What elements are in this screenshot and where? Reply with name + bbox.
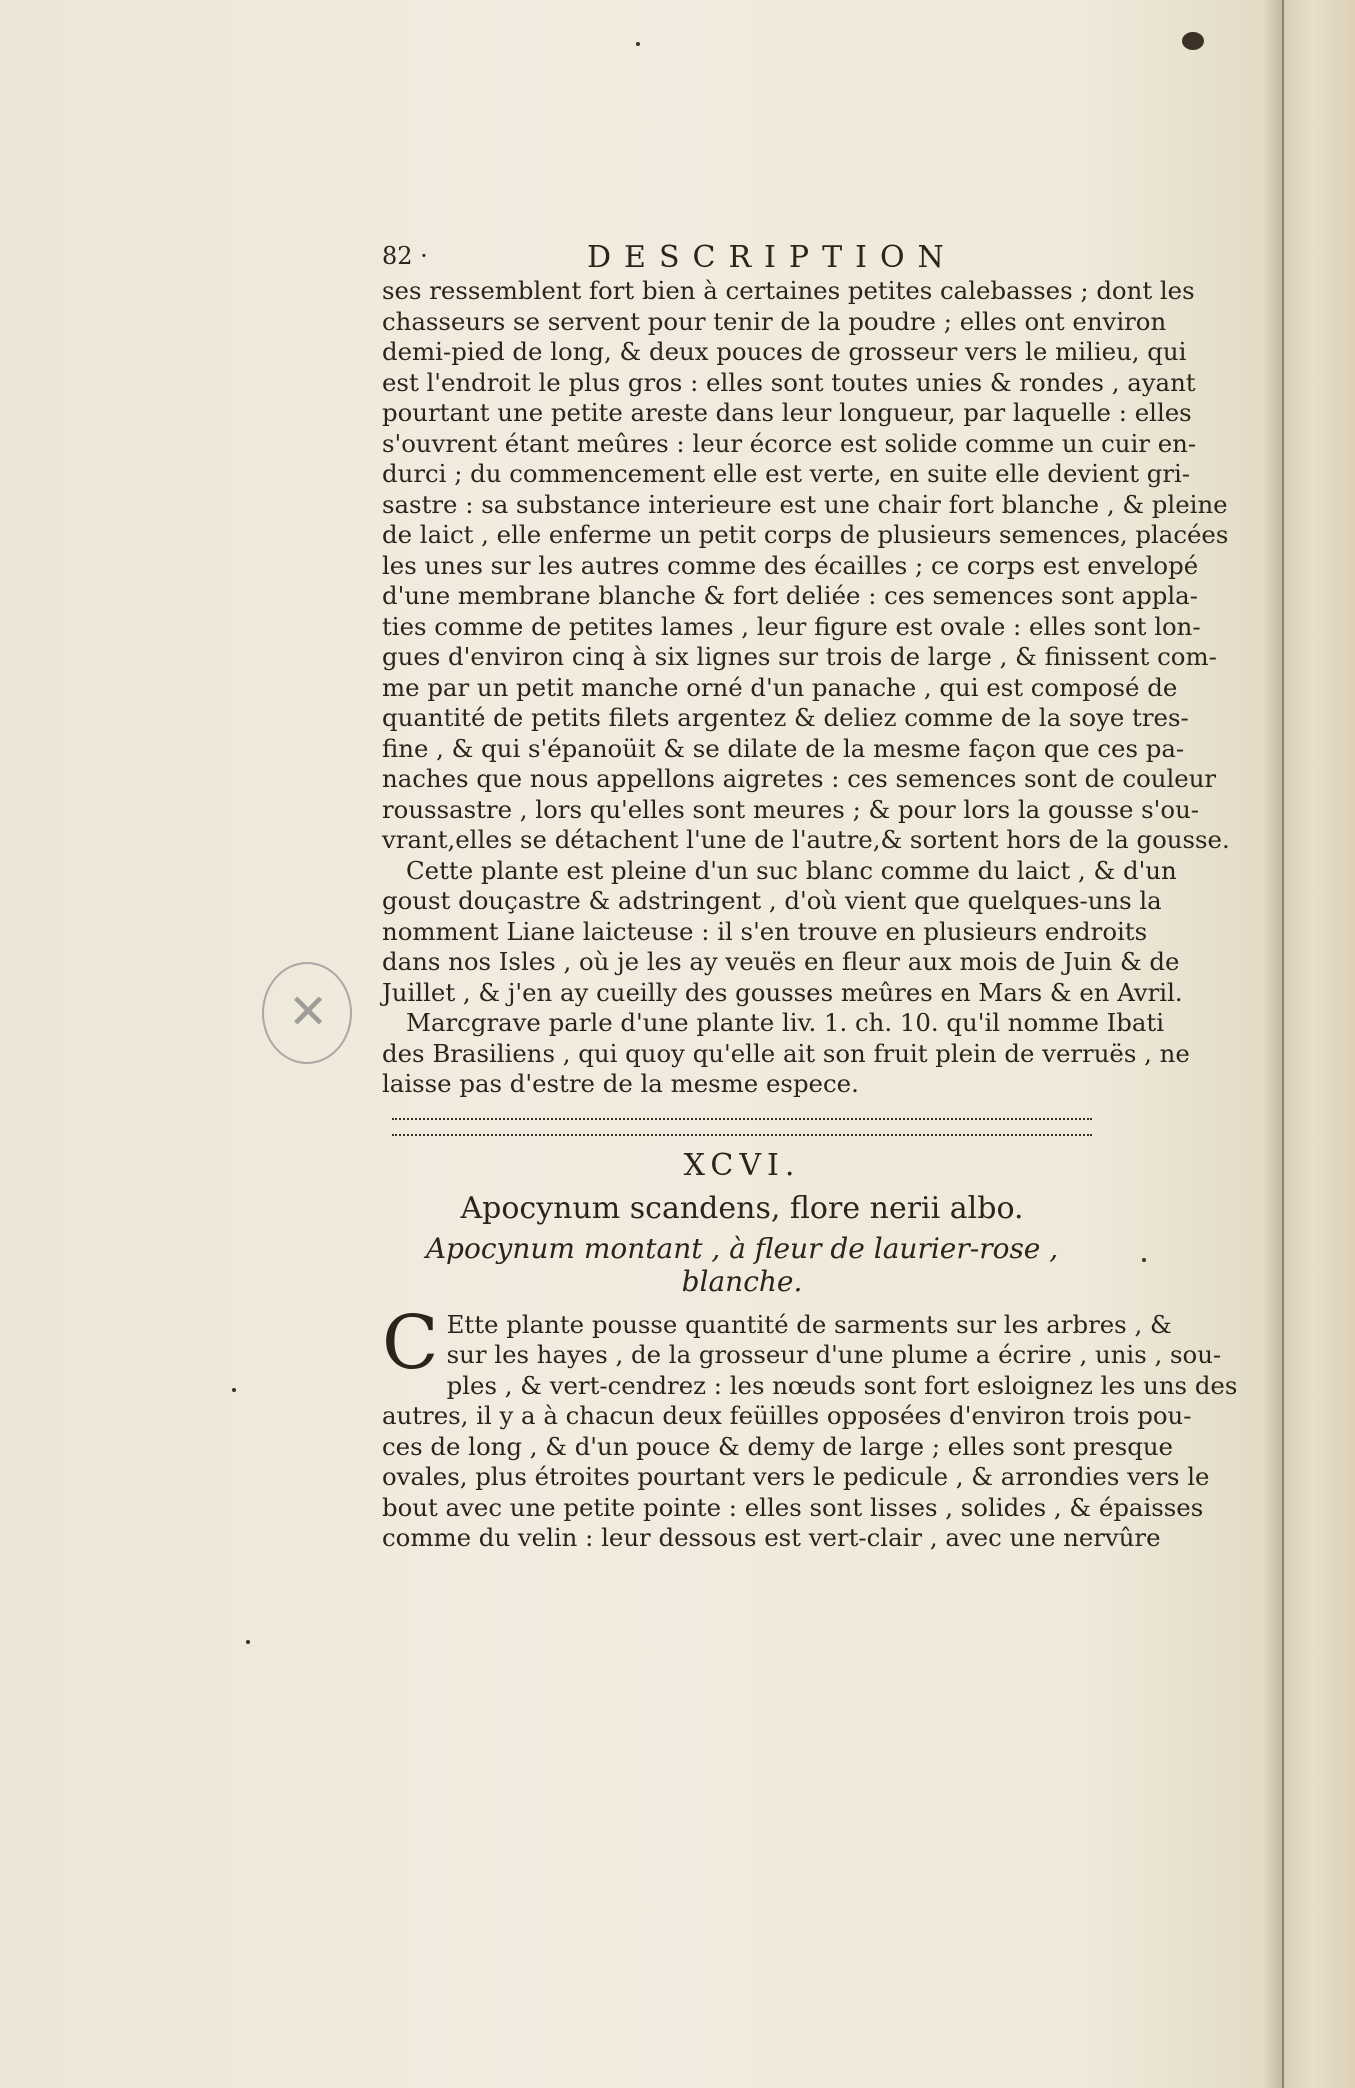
- text-line: bout avec une petite pointe : elles sont lisses , solides , & épaisses: [382, 1492, 1204, 1522]
- adjacent-page-edge: [1284, 0, 1355, 2088]
- french-title: Apocynum montant , à fleur de laurier-rose , blanche.: [425, 1231, 1059, 1298]
- text-line: fine , & qui s'épanoüit & se dilate de la mesme façon que ces pa-: [382, 733, 1185, 763]
- paper-speck: [1142, 1258, 1146, 1262]
- text-line: comme du velin : leur dessous est vert-clair , avec une nervûre: [382, 1523, 1161, 1552]
- text-line: de laict , elle enferme un petit corps de plusieurs semences, placées: [382, 520, 1229, 549]
- text-line: demi-pied de long, & deux pouces de grosseur vers le milieu, qui: [382, 337, 1187, 366]
- text-line: Ette plante pousse quantité de sarments sur les arbres , &: [446, 1309, 1172, 1339]
- ink-stain: [1182, 32, 1204, 50]
- text-line: dans nos Isles , où je les ay veuës en fleur aux mois de Juin & de: [382, 947, 1180, 976]
- text-line: gues d'environ cinq à six lignes sur trois de large , & finissent com-: [382, 642, 1217, 671]
- page-number: 82 ·: [382, 242, 428, 270]
- binding-shadow: [1262, 0, 1282, 2088]
- text-line: les unes sur les autres comme des écailles ; ce corps est envelopé: [382, 550, 1199, 580]
- text-line: vrant,elles se détachent l'une de l'autre,& sortent hors de la gousse.: [382, 825, 1230, 854]
- text-line: ovales, plus étroites pourtant vers le pedicule , & arrondies vers le: [382, 1462, 1210, 1491]
- paper-speck: [232, 1388, 236, 1392]
- text-line: Juillet , & j'en ay cueilly des gousses meûres en Mars & en Avril.: [382, 977, 1183, 1007]
- paper-speck: [636, 42, 640, 46]
- text-line: ces de long , & d'un pouce & demy de large ; elles sont presque: [382, 1431, 1173, 1461]
- paragraph-2: [382, 855, 1183, 1009]
- paper-speck: [246, 1640, 250, 1644]
- paragraph-1: [382, 276, 1230, 856]
- text-line: Marcgrave parle d'une plante liv. 1. ch. 10. qu'il nomme Ibati: [406, 1008, 1165, 1037]
- text-line: Cette plante est pleine d'un suc blanc comme du laict , & d'un: [406, 855, 1177, 885]
- text-line: quantité de petits filets argentez & deliez comme de la soye tres-: [382, 703, 1189, 732]
- text-line: est l'endroit le plus gros : elles sont toutes unies & rondes , ayant: [382, 367, 1196, 397]
- text-line: me par un petit manche orné d'un panache , qui est composé de: [382, 672, 1178, 702]
- text-line: sastre : sa substance interieure est une chair fort blanche , & pleine: [382, 489, 1228, 519]
- paragraph-4: [382, 1299, 1238, 1554]
- text-line: ples , & vert-cendrez : les nœuds sont fort esloignez les uns des: [446, 1370, 1238, 1400]
- section-number: XCVI.: [683, 1147, 801, 1183]
- text-line: pourtant une petite areste dans leur longueur, par laquelle : elles: [382, 398, 1192, 427]
- text-line: s'ouvrent étant meûres : leur écorce est solide comme un cuir en-: [382, 428, 1197, 458]
- text-line: roussastre , lors qu'elles sont meures ; & pour lors la gousse s'ou-: [382, 794, 1200, 824]
- text-line: ties comme de petites lames , leur figure est ovale : elles sont lon-: [382, 611, 1201, 641]
- text-line: chasseurs se servent pour tenir de la poudre ; elles ont environ: [382, 306, 1167, 336]
- text-line: naches que nous appellons aigretes : ces semences sont de couleur: [382, 764, 1217, 793]
- text-line: ses ressemblent fort bien à certaines petites calebasses ; dont les: [382, 276, 1195, 305]
- page-text: [382, 240, 1238, 1554]
- latin-title: Apocynum scandens, flore nerii albo.: [460, 1190, 1024, 1226]
- ornamental-rule: [392, 1118, 1092, 1136]
- text-line: nomment Liane laicteuse : il s'en trouve en plusieurs endroits: [382, 916, 1148, 946]
- text-line: durci ; du commencement elle est verte, en suite elle devient gri-: [382, 459, 1191, 488]
- text-line: sur les hayes , de la grosseur d'une plume a écrire , unis , sou-: [446, 1340, 1222, 1369]
- pencil-annotation: ✕: [262, 962, 352, 1064]
- text-line: des Brasiliens , qui quoy qu'elle ait son fruit plein de verruës , ne: [382, 1038, 1190, 1068]
- text-line: laisse pas d'estre de la mesme espece.: [382, 1069, 859, 1098]
- running-title: DESCRIPTION: [587, 240, 957, 275]
- paragraph-3: [382, 1008, 1190, 1100]
- drop-cap: C: [382, 1299, 439, 1386]
- text-line: goust douçastre & adstringent , d'où vient que quelques-uns la: [382, 886, 1162, 915]
- running-head: [382, 240, 1102, 276]
- text-line: autres, il y a à chacun deux feüilles opposées d'environ trois pou-: [382, 1401, 1192, 1430]
- text-line: d'une membrane blanche & fort deliée : ces semences sont appla-: [382, 581, 1198, 610]
